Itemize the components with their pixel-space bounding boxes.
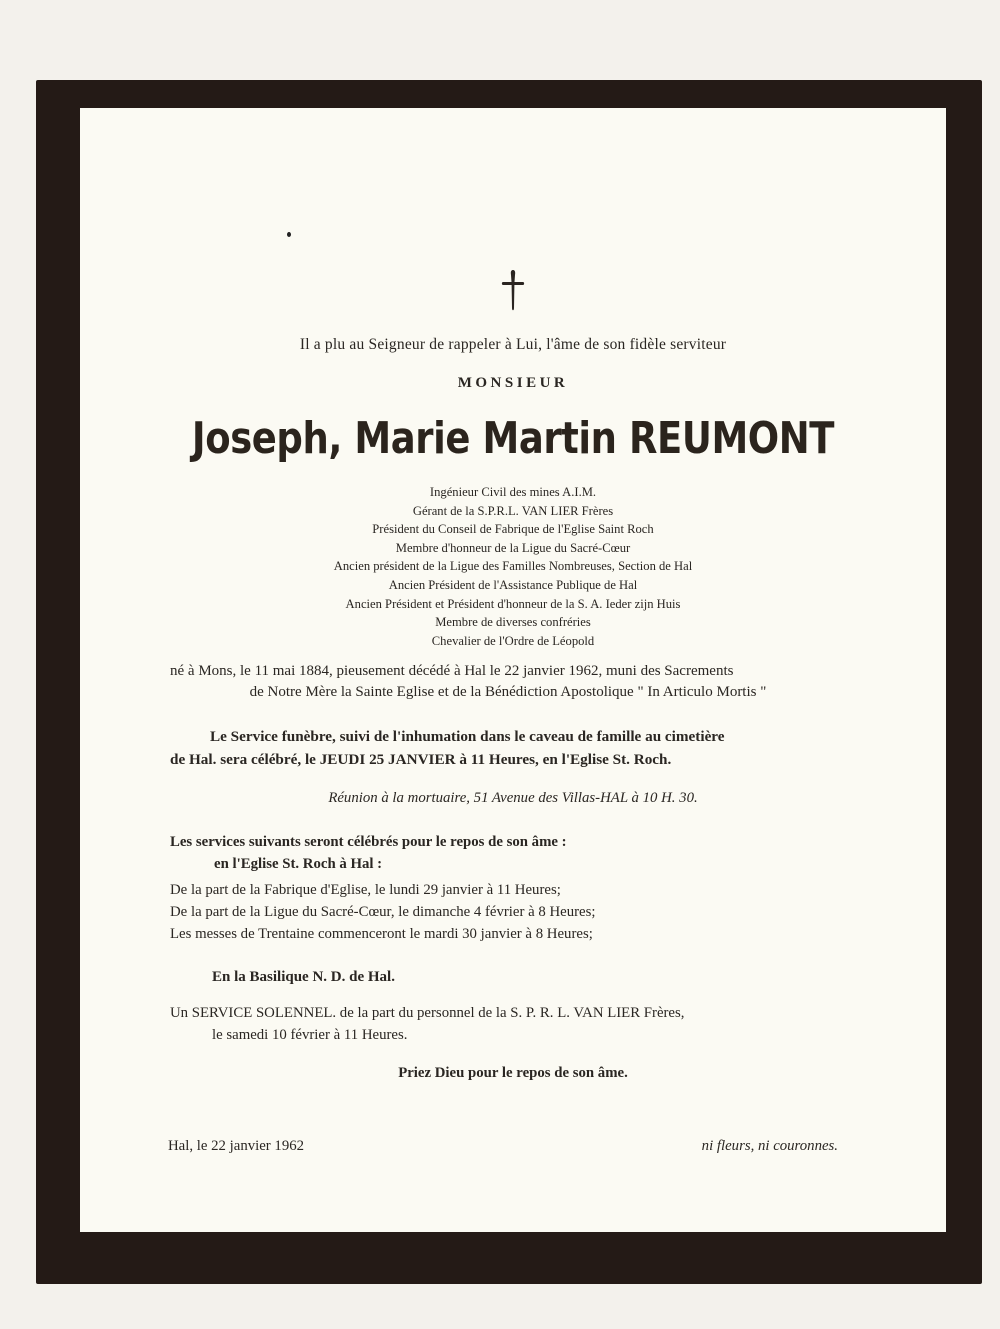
notice-date: Hal, le 22 janvier 1962 <box>168 1138 305 1154</box>
title-item: Ancien président de la Ligue des Familles Nombreuses, Section de Hal <box>333 559 693 574</box>
honorific: MONSIEUR <box>457 375 569 391</box>
title-item: Ancien Président et Président d'honneur de la S. A. Ieder zijn Huis <box>345 596 681 611</box>
services-heading <box>170 831 846 875</box>
death-notice-sheet <box>80 108 946 1232</box>
funeral-line: Le Service funèbre, suivi de l'inhumation dans le caveau de famille au cimetière <box>210 728 725 745</box>
intro-text: Il a plu au Seigneur de rappeler à Lui, l'âme de son fidèle serviteur <box>299 336 727 353</box>
reunion-text: Réunion à la mortuaire, 51 Avenue des Villas-HAL à 10 H. 30. <box>328 790 698 806</box>
solemn-service-line: Un SERVICE SOLENNEL. de la part du personnel de la S. P. R. L. VAN LIER Frères, <box>170 1005 685 1021</box>
solemn-service <box>170 1002 684 1046</box>
service-item: Les messes de Trentaine commenceront le mardi 30 janvier à 8 Heures; <box>170 926 593 942</box>
closing-prayer: Priez Dieu pour le repos de son âme. <box>398 1065 628 1081</box>
title-item: Ingénieur Civil des mines A.I.M. <box>429 485 597 499</box>
ink-speck <box>287 232 291 237</box>
title-item: Ancien Président de l'Assistance Publique de Hal <box>388 577 638 592</box>
birth-death-line: né à Mons, le 11 mai 1884, pieusement décédé à Hal le 22 janvier 1962, muni des Sacrements <box>170 663 734 679</box>
titles-list <box>80 483 946 650</box>
funeral-paragraph <box>170 725 846 771</box>
title-item: Membre de diverses confréries <box>435 615 591 630</box>
services-location: en l'Eglise St. Roch à Hal : <box>214 856 383 872</box>
service-item: De la part de la Ligue du Sacré-Cœur, le dimanche 4 février à 8 Heures; <box>170 904 596 920</box>
deceased-name: Joseph, Marie Martin REUMONT <box>191 413 835 464</box>
solemn-service-line: le samedi 10 février à 11 Heures. <box>212 1027 408 1043</box>
title-item: Membre d'honneur de la Ligue du Sacré-Cœur <box>395 540 631 555</box>
birth-death-line: de Notre Mère la Sainte Eglise et de la Bénédiction Apostolique " In Articulo Mortis " <box>249 684 767 700</box>
funeral-line: de Hal. sera célébré, le JEUDI 25 JANVIER à 11 Heures, en l'Eglise St. Roch. <box>170 751 672 768</box>
title-item: Président du Conseil de Fabrique de l'Eglise Saint Roch <box>372 522 654 537</box>
title-item: Chevalier de l'Ordre de Léopold <box>431 633 595 648</box>
service-item: De la part de la Fabrique d'Eglise, le lundi 29 janvier à 11 Heures; <box>170 882 561 898</box>
no-flowers-note: ni fleurs, ni couronnes. <box>701 1138 838 1154</box>
services-list <box>170 879 846 945</box>
title-item: Gérant de la S.P.R.L. VAN LIER Frères <box>412 503 614 518</box>
birth-death-paragraph <box>170 661 846 703</box>
basilique-title: En la Basilique N. D. de Hal. <box>212 969 395 985</box>
cross-icon <box>80 268 946 316</box>
services-title: Les services suivants seront célébrés pour le repos de son âme : <box>170 834 567 850</box>
